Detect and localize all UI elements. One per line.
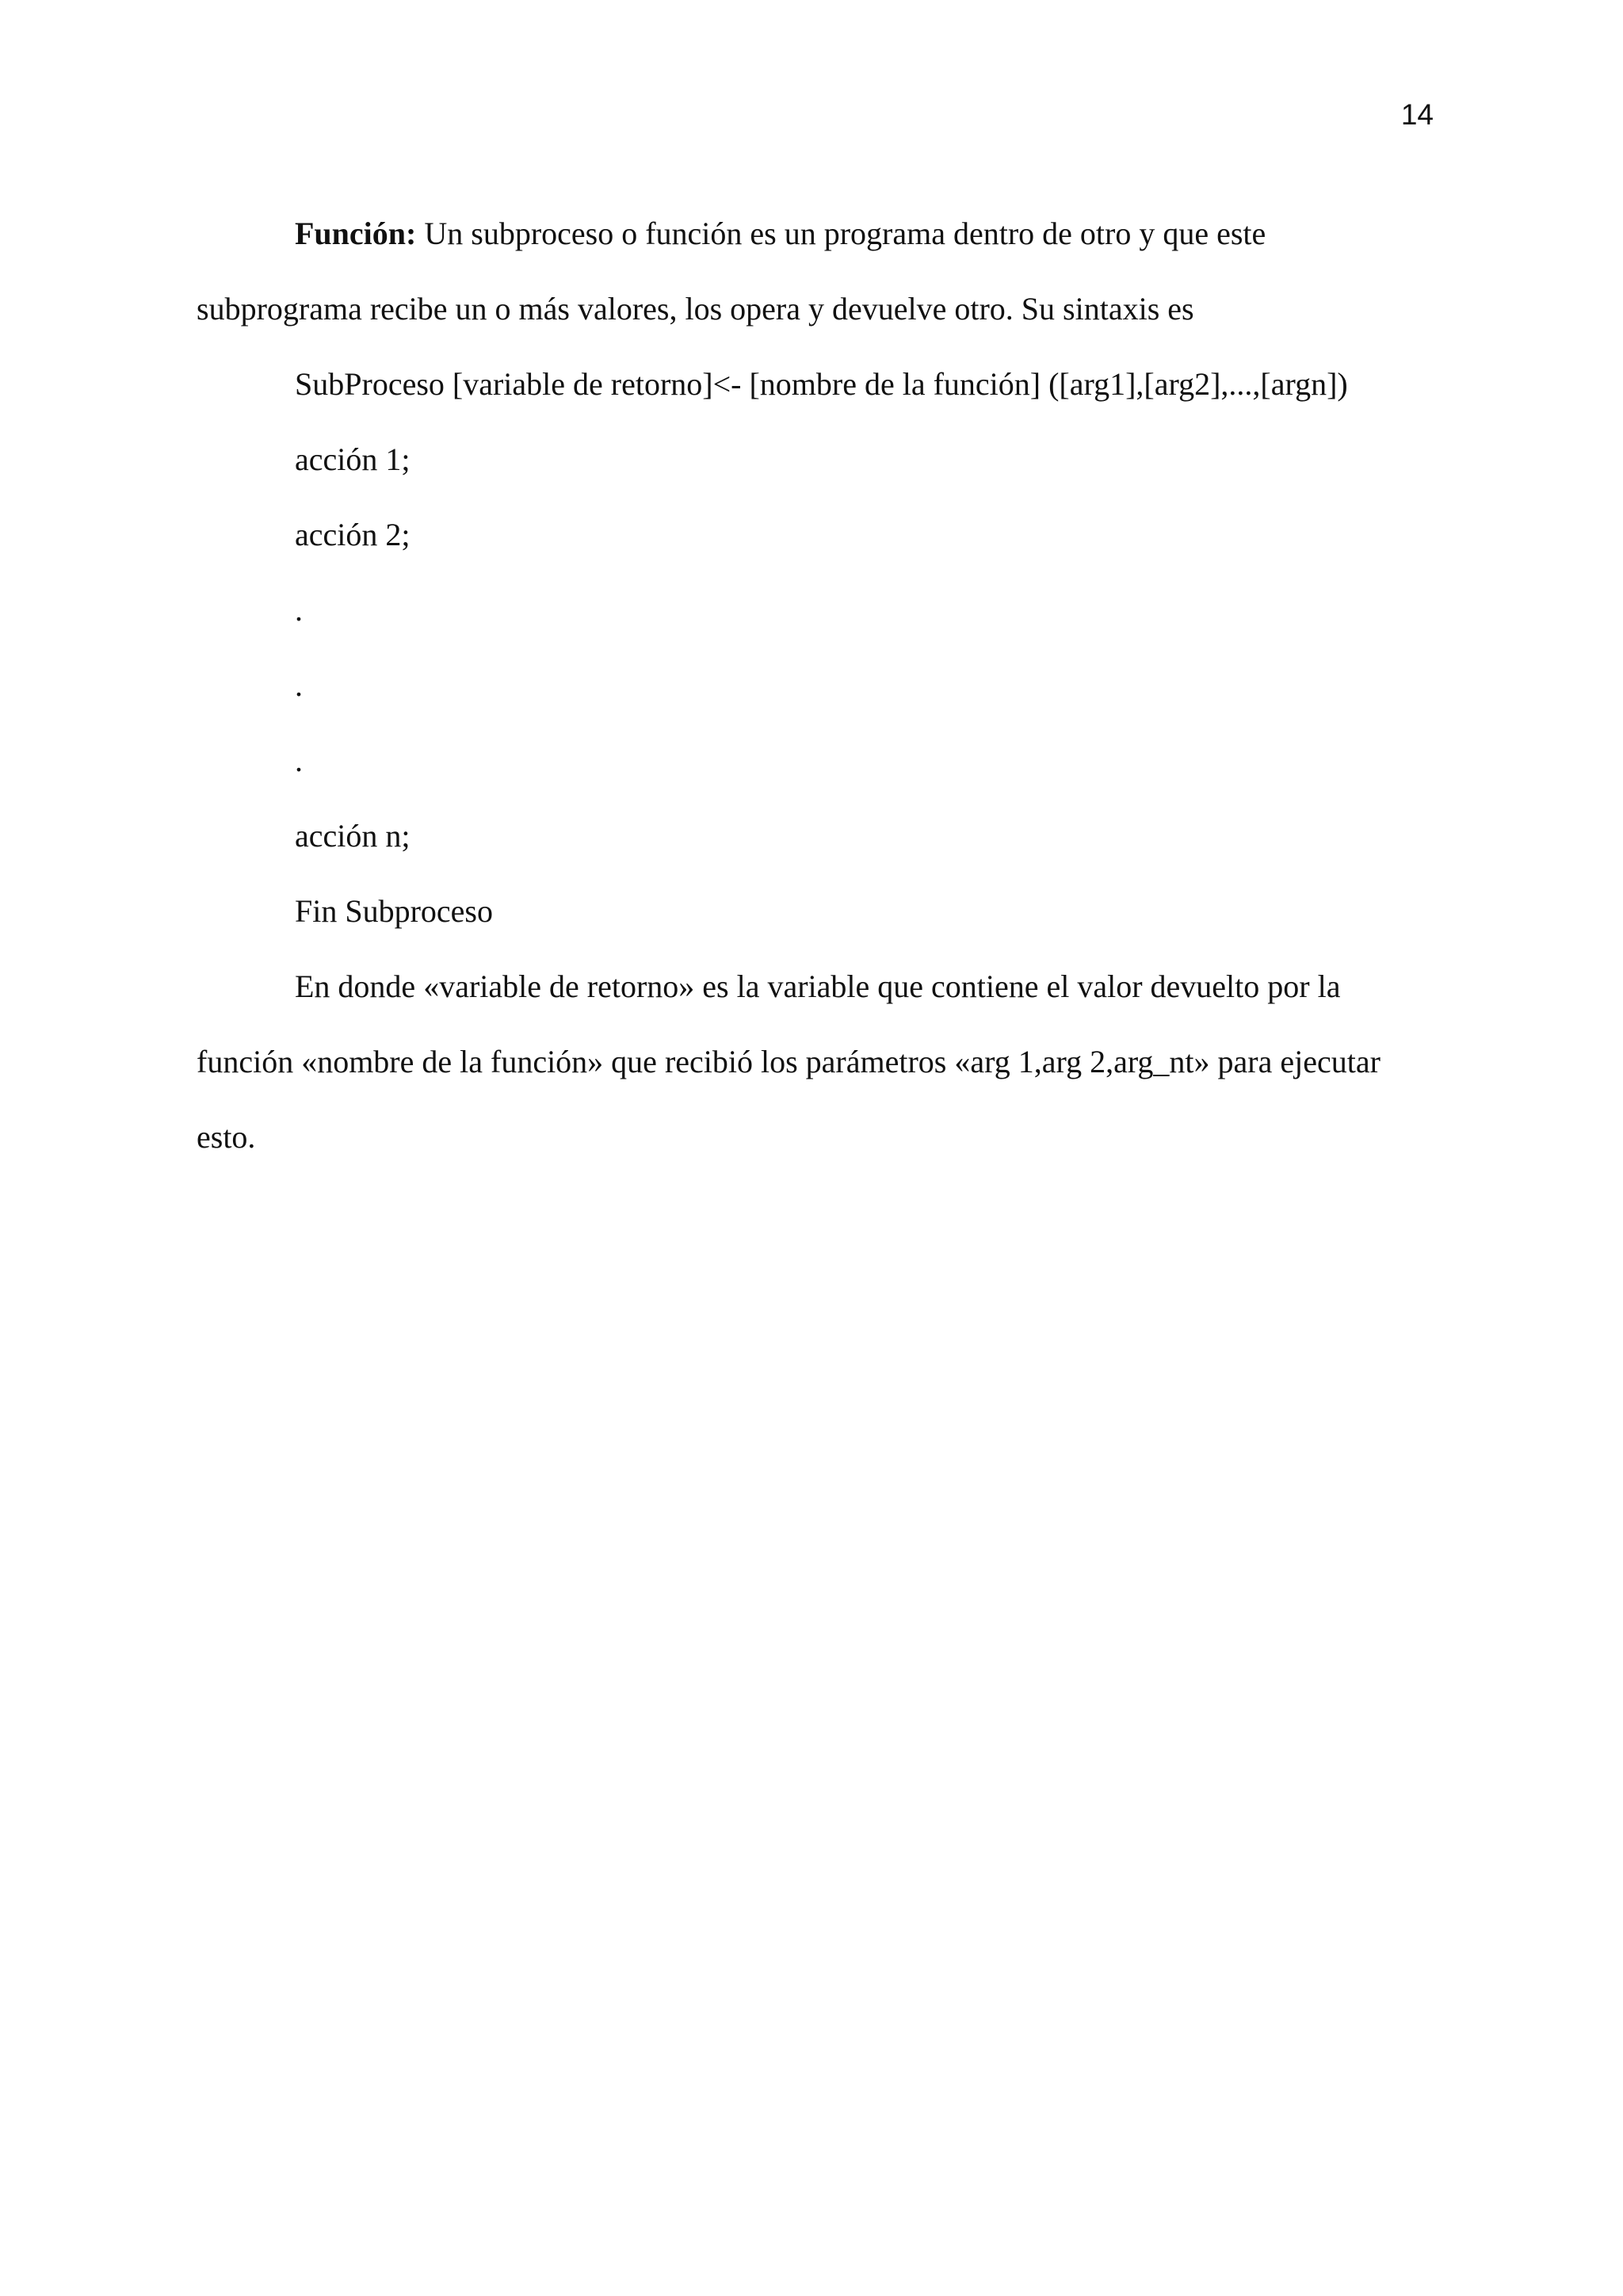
- explanation-line-1: En donde «variable de retorno» es la variable que contiene el valor devuelto por la: [295, 968, 1341, 1004]
- syntax-action-n: acción n;: [295, 818, 411, 854]
- definition-text: Un subproceso o función es un programa dentro de otro y que este: [416, 216, 1266, 251]
- definition-line-1: [197, 196, 1433, 271]
- syntax-end-line: Fin Subproceso: [295, 893, 493, 929]
- definition-line-2: subprograma recibe un o más valores, los opera y devuelve otro. Su sintaxis es: [197, 291, 1194, 327]
- explanation-line-2: función «nombre de la función» que recibió los parámetros «arg 1,arg 2,arg_nt» para ejecutar: [197, 1044, 1381, 1079]
- definition-term: Función:: [295, 216, 417, 251]
- syntax-ellipsis-2: .: [295, 667, 303, 703]
- page-number: 14: [1400, 98, 1434, 131]
- syntax-ellipsis-1: .: [295, 592, 303, 628]
- syntax-ellipsis-3: .: [295, 743, 303, 778]
- syntax-action-2: acción 2;: [295, 517, 411, 552]
- body-text: [197, 196, 1433, 1175]
- explanation-line-3: esto.: [197, 1119, 256, 1155]
- syntax-header-line: SubProceso [variable de retorno]<- [nombre de la función] ([arg1],[arg2],...,[argn]): [295, 366, 1348, 402]
- definition-paragraph: [197, 196, 1433, 346]
- syntax-action-1: acción 1;: [295, 441, 411, 477]
- explanation-paragraph: [197, 949, 1433, 1175]
